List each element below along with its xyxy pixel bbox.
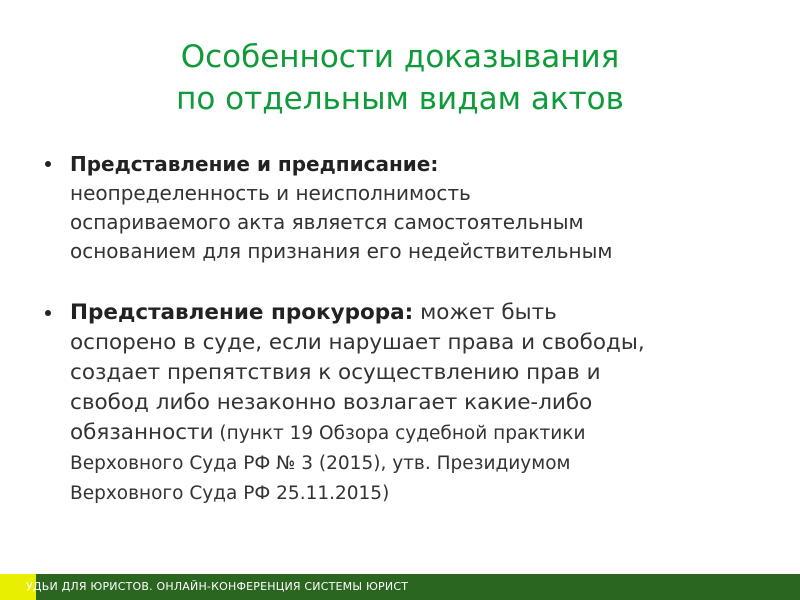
- title-line-1: Особенности доказывания: [180, 39, 620, 75]
- bullet-2-line-5-small: (пункт 19 Обзора судебной практики: [213, 423, 586, 444]
- bullet-2-line-5-main: обязанности: [70, 420, 214, 445]
- slide-title: [0, 36, 800, 120]
- bullet-2-line-6: Верховного Суда РФ № 3 (2015), утв. Президиумом: [70, 453, 571, 474]
- bullet-2-line-2: оспорено в суде, если нарушает права и свободы,: [70, 330, 645, 355]
- footer-text: УДЬИ ДЛЯ ЮРИСТОВ. ОНЛАЙН-КОНФЕРЕНЦИЯ СИСТЕМЫ ЮРИСТ: [26, 580, 409, 593]
- bullet-item-1: [45, 150, 765, 266]
- bullet-2-line-7: Верховного Суда РФ 25.11.2015): [70, 483, 390, 504]
- bullet-1-line-3: оспариваемого акта является самостоятельным: [70, 210, 584, 234]
- bullet-item-2: [45, 298, 765, 509]
- footer-bar: [0, 574, 800, 600]
- bullet-2-line-3: создает препятствия к осуществлению прав и: [70, 360, 601, 385]
- bullet-1-line-2: неопределенность и неисполнимость: [70, 181, 471, 205]
- bullet-2-line-4: свобод либо незаконно возлагает какие-либо: [70, 390, 593, 415]
- bullet-2-line-1: [70, 298, 765, 328]
- bullet-1-heading: Представление и предписание:: [70, 152, 439, 176]
- bullet-2-line-5: [70, 418, 765, 449]
- bullet-2-line-1-rest: может быть: [413, 300, 557, 325]
- bullet-dot-icon: [45, 161, 51, 167]
- bullet-2-heading: Представление прокурора:: [70, 300, 414, 325]
- title-line-2: по отдельным видам актов: [176, 81, 624, 117]
- bullet-list: [45, 150, 765, 509]
- bullet-dot-icon: [45, 310, 51, 316]
- bullet-1-line-4: основанием для признания его недействительным: [70, 239, 613, 263]
